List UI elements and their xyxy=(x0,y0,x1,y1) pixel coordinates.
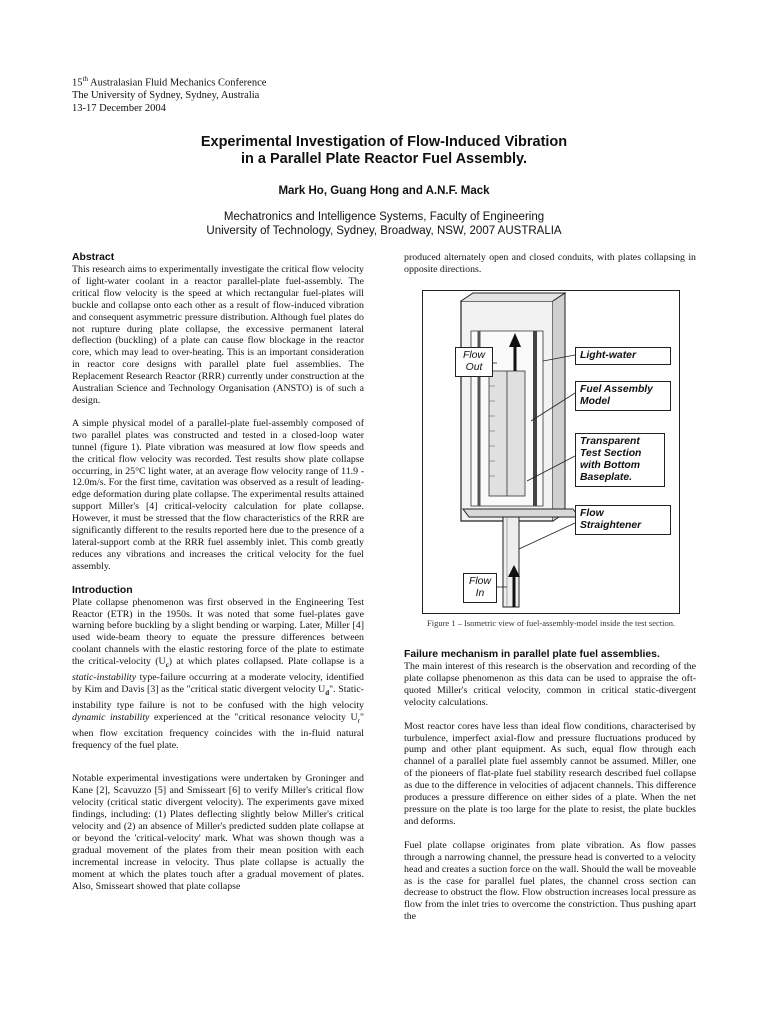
right-column-top xyxy=(404,252,696,276)
figure-1 xyxy=(422,290,680,614)
paper-affiliation: Mechatronics and Intelligence Systems, Faculty of Engineering University of Technology, Sydney, Broadway, NSW, 2007 AUSTRALIA xyxy=(206,211,562,237)
abstract-heading: Abstract xyxy=(72,252,115,263)
abstract-paragraph-1: This research aims to experimentally investigate the critical flow velocity of light-water coolant in a reactor parallel-plate fuel-assembly. The critical flow velocity is the speed at which rectangular fuel-plates will buckle and collapse onto each other as a result of flow-induced vibration and consequent asymmetric pressure distribution. Although fuel plates do not rupture during plate collapse, the excessive permanent lateral deflection (buckling) of a plate can cause flow blockage in the reactor core, which may lead to over-heating. This is an important consideration in reactor core designs with parallel plate fuel assemblies. The Replacement Research Reactor (RRR) currently under construction at the Australian Science and Technology Organisation (ANSTO) is of such a design. xyxy=(72,264,364,406)
continued-paragraph: produced alternately open and closed conduits, with plates collapsing in opposite directions. xyxy=(404,252,696,275)
label-transparent-test-section: Transparent Test Section with Bottom Baseplate. xyxy=(575,433,665,487)
label-fuel-assembly-model: Fuel Assembly Model xyxy=(575,381,671,411)
conference-dates: 13-17 December 2004 xyxy=(72,102,166,114)
introduction-paragraph-1: Plate collapse phenomenon was first observed in the Engineering Test Reactor (ETR) in the 1950s. It was noted that some fuel-plates gave warning before buckling by a slight bending or warping. Later, Miller [4] used wide-beam theory to equate the pressure differences between coolant channels with the elastic restoring force of the plate to estimate the critical-velocity $(U_c)$ at which plates collapsed. Plate collapse is a static-instability type-failure occurring at a moderate velocity, identified by Kim and Davis [3] as the "critical static divergent velocity $U_d$". Static-instability type failure is not to be confused with the high velocity dynamic instability experienced at the "critical resonance velocity $U_r$" when flow excitation frequency coincides with the in-fluid natural frequency of the fuel plate. xyxy=(72,596,364,751)
conference-header xyxy=(72,73,266,115)
right-column-bottom xyxy=(404,649,696,923)
paper-title: Experimental Investigation of Flow-Induced Vibration in a Parallel Plate Reactor Fuel Assembly. xyxy=(200,134,568,167)
introduction-heading: Introduction xyxy=(72,584,133,596)
conference-name: 15th Australasian Fluid Mechanics Conference xyxy=(72,75,267,89)
failure-paragraph-3: Fuel plate collapse originates from plate vibration. As flow passes through a narrowing channel, the pressure head is converted to a velocity head and creates a suction force on the wall. Should the wall be moveable as is the case for parallel fuel plates, the channel cross section can decrease to obstruct the flow. Flow obstruction increases local pressure as flow from the inlet tries to overcome the constriction. Thus pushing apart the xyxy=(404,839,696,923)
abstract-paragraph-2: A simple physical model of a parallel-plate fuel-assembly composed of two parallel plates was constructed and tested in a closed-loop water tunnel (figure 1). Plate vibration was measured at low flow speeds and the critical flow velocity was recorded. Test results show plate collapse occurring, in 25°C light water, at an average flow velocity range of 11.9 - 12.0m/s. For the first time, cavitation was observed as a result of leading-edge deformation during plate collapse. The experimental results attained support Miller's [4] critical-velocity calculation for plate collapse. However, it must be stressed that the flow characteristics of the RRR are significantly different to the results reported here due to the presence of a lateral-support comb at the RRR fuel assembly inlet. This comb greatly reduces any vibrations and increases the critical velocity for the fuel assembly. xyxy=(72,417,364,572)
failure-paragraph-2: Most reactor cores have less than ideal flow conditions, characterised by turbulence, imperfect axial-flow and pressure fluctuations produced by pump and other plant equipment. As such, equal flow through each channel of a parallel plate fuel assembly cannot be assumed. Miller, one of the pioneers of flat-plate fuel stability research described fuel collapse as due to the difference in velocities of adjacent channels. This difference produces a pressure difference on either sides of a plate. When the net pressure on the plate is too large for the plate to resist, the plate buckles and deforms. xyxy=(404,720,696,827)
failure-paragraph-1: The main interest of this research is the observation and recording of the plate collapse phenomenon as this data can be used to appraise the oft-quoted Miller's critical velocity, common in critical static-divergent velocity calculations. xyxy=(404,661,696,708)
label-flow-straightener: Flow Straightener xyxy=(575,505,671,535)
label-flow-in: Flow In xyxy=(463,573,497,603)
introduction-paragraph-2: Notable experimental investigations were undertaken by Groninger and Kane [2], Scavuzzo [5] and Smisseart [6] to verify Miller's critical flow velocity (critical static divergent velocity). The experiments gave mixed findings, including: (1) Plates deflecting slightly below Miller's critical velocity and (2) an absence of Miller's predicted sudden plate collapse at or beyond the 'critical-velocity' mark. What was shown though was a gradual movement of the plates from their mean position with each incremental increase in velocity. Thus plate collapse is actually the moment at which the plates touch after a gradual movement of plates. Also, Smisseart showed that plate collapse xyxy=(72,773,364,892)
figure-caption: Figure 1 – Isometric view of fuel-assembly-model inside the test section. xyxy=(427,618,676,628)
label-light-water: Light-water xyxy=(575,347,671,365)
failure-mechanism-heading: Failure mechanism in parallel plate fuel assemblies. xyxy=(404,649,660,660)
left-column xyxy=(72,252,364,893)
label-flow-out: Flow Out xyxy=(455,347,493,377)
conference-venue: The University of Sydney, Sydney, Australia xyxy=(72,90,260,101)
paper-authors: Mark Ho, Guang Hong and A.N.F. Mack xyxy=(278,185,490,197)
